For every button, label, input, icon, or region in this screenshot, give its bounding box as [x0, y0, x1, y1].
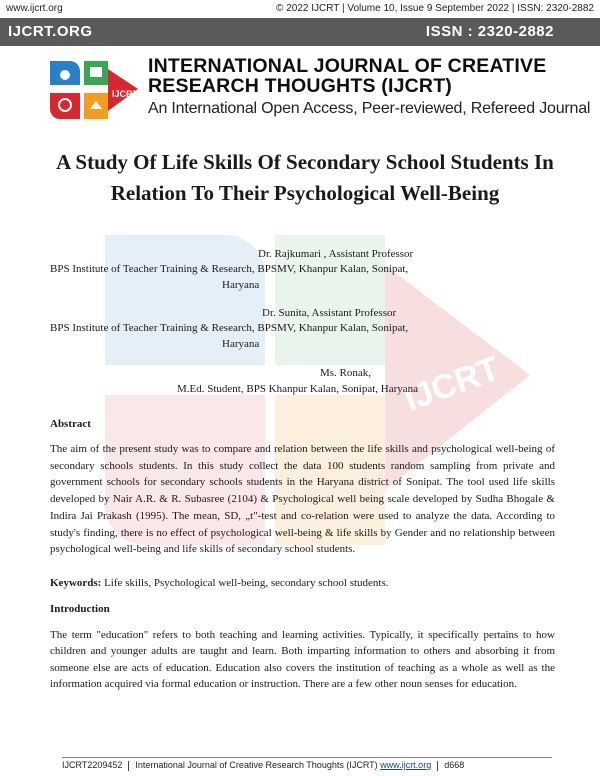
- footer-page-number: d668: [444, 760, 465, 770]
- introduction-text: The term "education" refers to both teaching and learning activities. Typically, it specifically pertains to how children and younger adults are taught and learn. Both imparting information to others and absorbing it from someone else are acts of education. Education also covers the institution of teaching as a whole as well as the information acquired via formal education or instruction. There are a few other noun senses for education.: [50, 629, 555, 691]
- author-1-location: Haryana: [222, 279, 260, 291]
- journal-name-line2: RESEARCH THOUGHTS (IJCRT): [148, 75, 453, 97]
- introduction-heading: Introduction: [50, 603, 110, 615]
- paper-title: A Study Of Life Skills Of Secondary School Students In Relation To Their Psychological Well-Being: [56, 150, 554, 205]
- author-1-affiliation: BPS Institute of Teacher Training & Research, BPSMV, Khanpur Kalan, Sonipat,: [50, 263, 409, 275]
- footer-paper-id: IJCRT2209452: [62, 760, 123, 770]
- brand-bar: [0, 18, 600, 46]
- abstract-heading: Abstract: [50, 418, 91, 430]
- journal-name: [148, 56, 593, 96]
- svg-text:IJCRT: IJCRT: [112, 89, 139, 99]
- brand-left: IJCRT.ORG: [8, 23, 93, 40]
- journal-subtitle: An International Open Access, Peer-reviewed, Refereed Journal: [148, 100, 591, 117]
- site-url[interactable]: www.ijcrt.org: [6, 3, 63, 14]
- brand-issn: ISSN : 2320-2882: [425, 23, 554, 40]
- author-3-name: Ms. Ronak,: [320, 367, 372, 379]
- author-3-affiliation: M.Ed. Student, BPS Khanpur Kalan, Sonipat, Haryana: [177, 383, 419, 395]
- author-2-affiliation: BPS Institute of Teacher Training & Research, BPSMV, Khanpur Kalan, Sonipat,: [50, 322, 409, 334]
- citation-info: © 2022 IJCRT | Volume 10, Issue 9 September 2022 | ISSN: 2320-2882: [276, 3, 594, 14]
- author-2-location: Haryana: [222, 338, 260, 350]
- keywords-label: Keywords:: [50, 577, 102, 589]
- abstract-text: The aim of the present study was to compare and relation between the life skills and psychological well-being of secondary schools students. In this study collect the data 100 students random sampling from private and government schools for secondary schools students in the Haryana district of Sonipat. The tool used life skills developed by Nair A.R. & R. Subasree (2104) & Psychological well being scale developed by Sudha Bhogale & Indira Jai Prakash (1995). The mean, SD, „t"-test and co-relation were used to analyze the data. According to study's finding, there is no effect of psychological well-being & life skills by Gender and no relationship between psychological well-being and life skills of secondary school students.: [50, 443, 555, 556]
- footer-separator: [437, 761, 438, 771]
- keywords-text: Life skills, Psychological well-being, secondary school students.: [101, 577, 389, 589]
- keywords: [50, 577, 555, 589]
- author-2-name: Dr. Sunita, Assistant Professor: [262, 307, 397, 319]
- footer-separator: [128, 761, 129, 771]
- journal-name-line1: INTERNATIONAL JOURNAL OF CREATIVE: [148, 55, 547, 77]
- page-footer: [62, 757, 552, 774]
- ijcrt-logo: [42, 55, 142, 125]
- author-1-name: Dr. Rajkumari , Assistant Professor: [258, 248, 414, 260]
- footer-url[interactable]: www.ijcrt.org: [380, 760, 432, 770]
- svg-text:IJCRT: IJCRT: [399, 349, 505, 419]
- footer-journal: International Journal of Creative Research Thoughts (IJCRT): [135, 760, 378, 770]
- page-header: [0, 0, 600, 16]
